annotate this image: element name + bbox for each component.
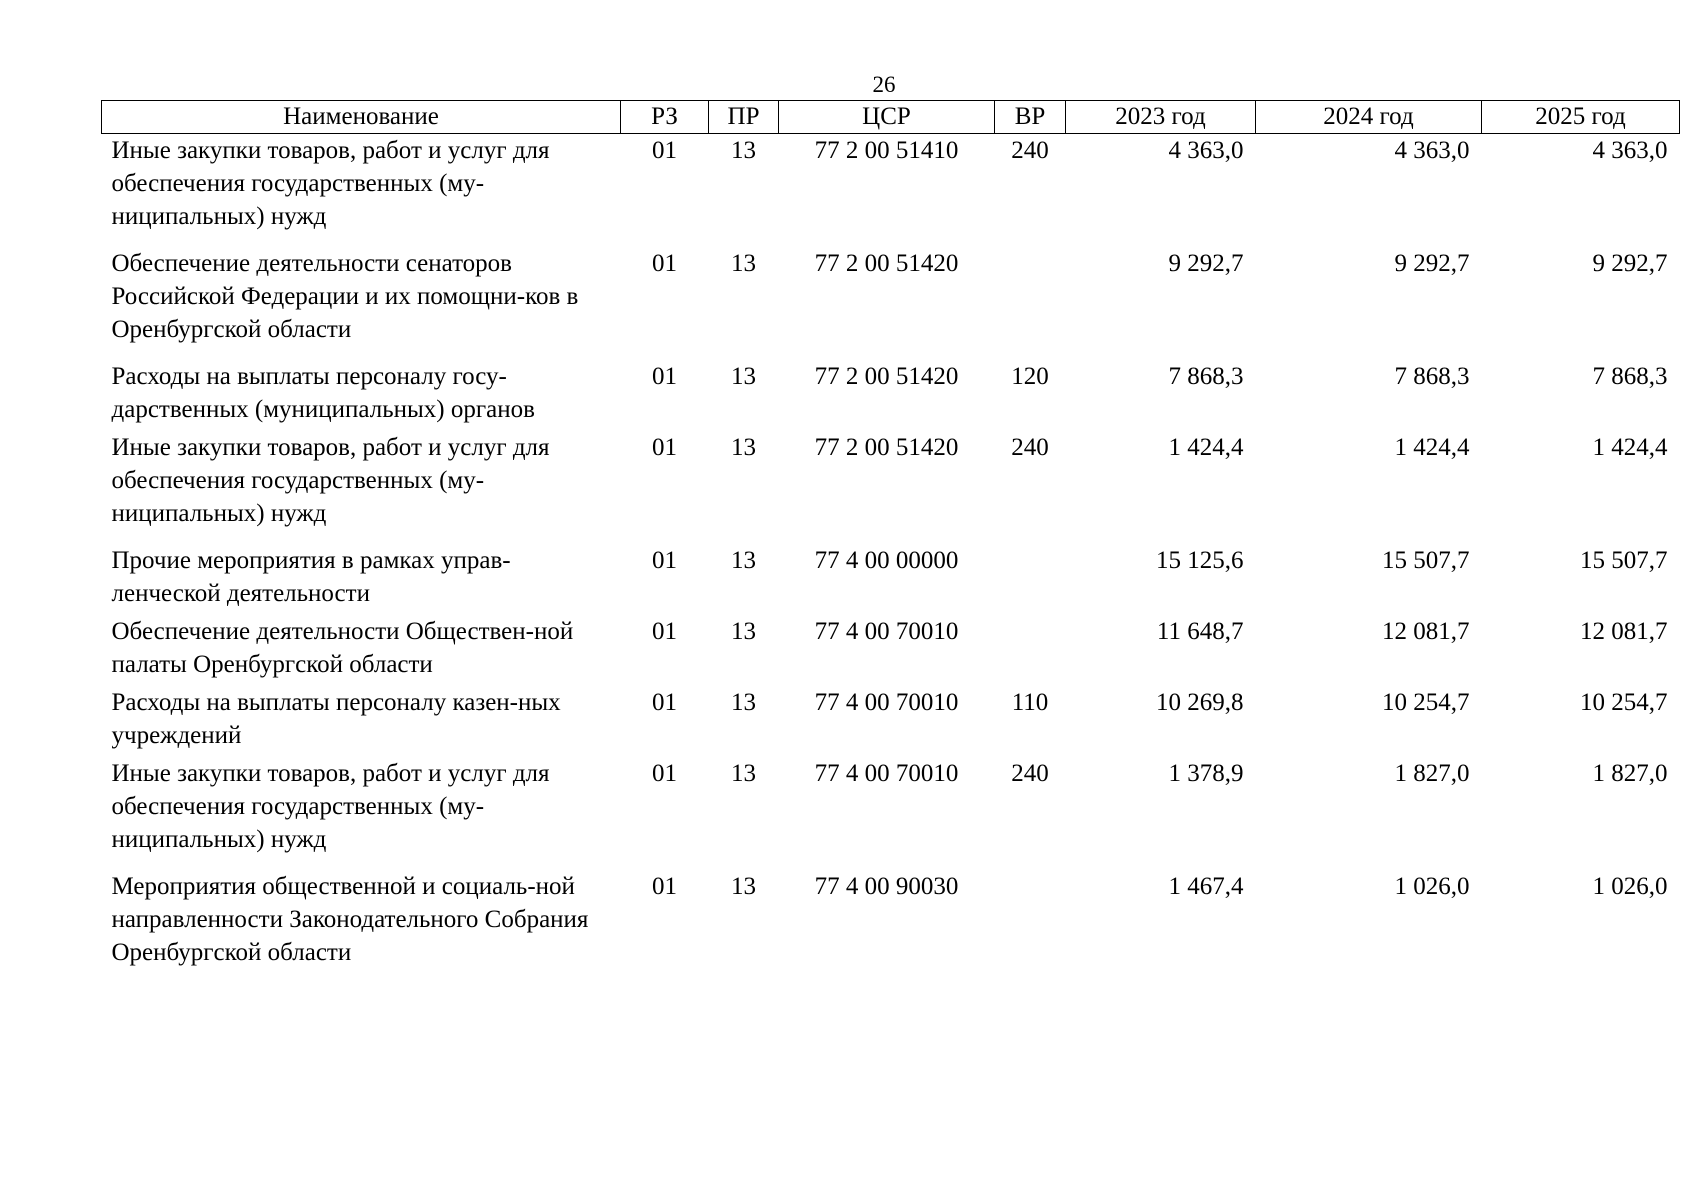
row-2024: 10 254,7 bbox=[1382, 689, 1470, 716]
row-name: Иные закупки товаров, работ и услуг для обеспечения государственных (му-ниципальных) нужд bbox=[111, 434, 550, 527]
row-2025: 10 254,7 bbox=[1580, 689, 1668, 716]
row-csr: 77 4 00 70010 bbox=[814, 760, 959, 787]
table-row bbox=[102, 870, 1680, 983]
page-number: 26 bbox=[872, 72, 896, 97]
row-2024: 1 026,0 bbox=[1394, 873, 1470, 900]
header-2025: 2025 год bbox=[1482, 101, 1680, 134]
row-2024: 1 424,4 bbox=[1394, 434, 1470, 461]
row-2023: 1 378,9 bbox=[1168, 760, 1244, 787]
row-rz: 01 bbox=[652, 689, 677, 716]
header-2023: 2023 год bbox=[1066, 101, 1256, 134]
header-vr: ВР bbox=[995, 101, 1066, 134]
header-pr: ПР bbox=[709, 101, 779, 134]
row-name: Мероприятия общественной и социаль-ной направленности Законодательного Собрания Оренбургской области bbox=[111, 873, 589, 966]
row-pr: 13 bbox=[731, 689, 756, 716]
row-2023: 4 363,0 bbox=[1168, 137, 1244, 164]
row-vr: 240 bbox=[1011, 760, 1049, 787]
row-name: Расходы на выплаты персоналу казен-ных учреждений bbox=[111, 689, 561, 749]
row-2024: 12 081,7 bbox=[1382, 618, 1470, 645]
table-header-row bbox=[102, 101, 1680, 134]
row-rz: 01 bbox=[652, 618, 677, 645]
row-name: Прочие мероприятия в рамках управ-ленческой деятельности bbox=[111, 547, 511, 607]
row-rz: 01 bbox=[652, 760, 677, 787]
row-pr: 13 bbox=[731, 434, 756, 461]
row-pr: 13 bbox=[731, 760, 756, 787]
row-name: Иные закупки товаров, работ и услуг для обеспечения государственных (му-ниципальных) нужд bbox=[111, 760, 550, 853]
row-2024: 7 868,3 bbox=[1394, 363, 1470, 390]
row-csr: 77 2 00 51420 bbox=[814, 250, 959, 277]
header-name: Наименование bbox=[102, 101, 621, 134]
row-2023: 1 424,4 bbox=[1168, 434, 1244, 461]
row-rz: 01 bbox=[652, 873, 677, 900]
row-2025: 12 081,7 bbox=[1580, 618, 1668, 645]
row-2023: 7 868,3 bbox=[1168, 363, 1244, 390]
budget-table bbox=[101, 100, 1680, 983]
row-vr: 120 bbox=[1011, 363, 1049, 390]
row-csr: 77 2 00 51420 bbox=[814, 434, 959, 461]
row-pr: 13 bbox=[731, 618, 756, 645]
row-pr: 13 bbox=[731, 250, 756, 277]
row-2024: 1 827,0 bbox=[1394, 760, 1470, 787]
row-vr bbox=[995, 870, 1066, 983]
row-vr: 110 bbox=[1011, 689, 1049, 716]
row-2023: 9 292,7 bbox=[1168, 250, 1244, 277]
table-row bbox=[102, 431, 1680, 544]
table-row bbox=[102, 247, 1680, 360]
row-2023: 10 269,8 bbox=[1156, 689, 1244, 716]
header-2024: 2024 год bbox=[1256, 101, 1482, 134]
table-row bbox=[102, 134, 1680, 248]
row-rz: 01 bbox=[652, 137, 677, 164]
row-pr: 13 bbox=[731, 137, 756, 164]
row-2025: 15 507,7 bbox=[1580, 547, 1668, 574]
table-row bbox=[102, 757, 1680, 870]
row-pr: 13 bbox=[731, 873, 756, 900]
row-2025: 1 026,0 bbox=[1592, 873, 1668, 900]
row-vr bbox=[995, 544, 1066, 615]
row-name: Обеспечение деятельности Обществен-ной палаты Оренбургской области bbox=[111, 618, 574, 678]
row-vr: 240 bbox=[1011, 434, 1049, 461]
row-pr: 13 bbox=[731, 363, 756, 390]
row-csr: 77 4 00 70010 bbox=[814, 618, 959, 645]
row-name: Иные закупки товаров, работ и услуг для обеспечения государственных (му-ниципальных) нужд bbox=[111, 137, 550, 230]
row-name: Обеспечение деятельности сенаторов Российской Федерации и их помощни-ков в Оренбургской области bbox=[111, 250, 579, 343]
row-vr bbox=[995, 247, 1066, 360]
row-csr: 77 4 00 70010 bbox=[814, 689, 959, 716]
row-csr: 77 4 00 90030 bbox=[814, 873, 959, 900]
row-pr: 13 bbox=[731, 547, 756, 574]
row-rz: 01 bbox=[652, 250, 677, 277]
row-2025: 1 424,4 bbox=[1592, 434, 1668, 461]
table-row bbox=[102, 360, 1680, 431]
row-rz: 01 bbox=[652, 434, 677, 461]
header-csr: ЦСР bbox=[779, 101, 995, 134]
row-csr: 77 2 00 51410 bbox=[814, 137, 959, 164]
row-rz: 01 bbox=[652, 547, 677, 574]
row-2024: 9 292,7 bbox=[1394, 250, 1470, 277]
row-name: Расходы на выплаты персоналу госу-дарственных (муниципальных) органов bbox=[111, 363, 535, 423]
row-csr: 77 2 00 51420 bbox=[814, 363, 959, 390]
table-row bbox=[102, 615, 1680, 686]
row-vr: 240 bbox=[1011, 137, 1049, 164]
table-row bbox=[102, 686, 1680, 757]
row-2025: 7 868,3 bbox=[1592, 363, 1668, 390]
row-csr: 77 4 00 00000 bbox=[814, 547, 959, 574]
row-2023: 15 125,6 bbox=[1156, 547, 1244, 574]
row-2023: 11 648,7 bbox=[1156, 618, 1244, 645]
table-row bbox=[102, 544, 1680, 615]
row-2024: 15 507,7 bbox=[1382, 547, 1470, 574]
row-rz: 01 bbox=[652, 363, 677, 390]
row-2025: 9 292,7 bbox=[1592, 250, 1668, 277]
row-vr bbox=[995, 615, 1066, 686]
row-2024: 4 363,0 bbox=[1394, 137, 1470, 164]
row-2025: 1 827,0 bbox=[1592, 760, 1668, 787]
row-2023: 1 467,4 bbox=[1168, 873, 1244, 900]
row-2025: 4 363,0 bbox=[1592, 137, 1668, 164]
header-rz: РЗ bbox=[621, 101, 709, 134]
